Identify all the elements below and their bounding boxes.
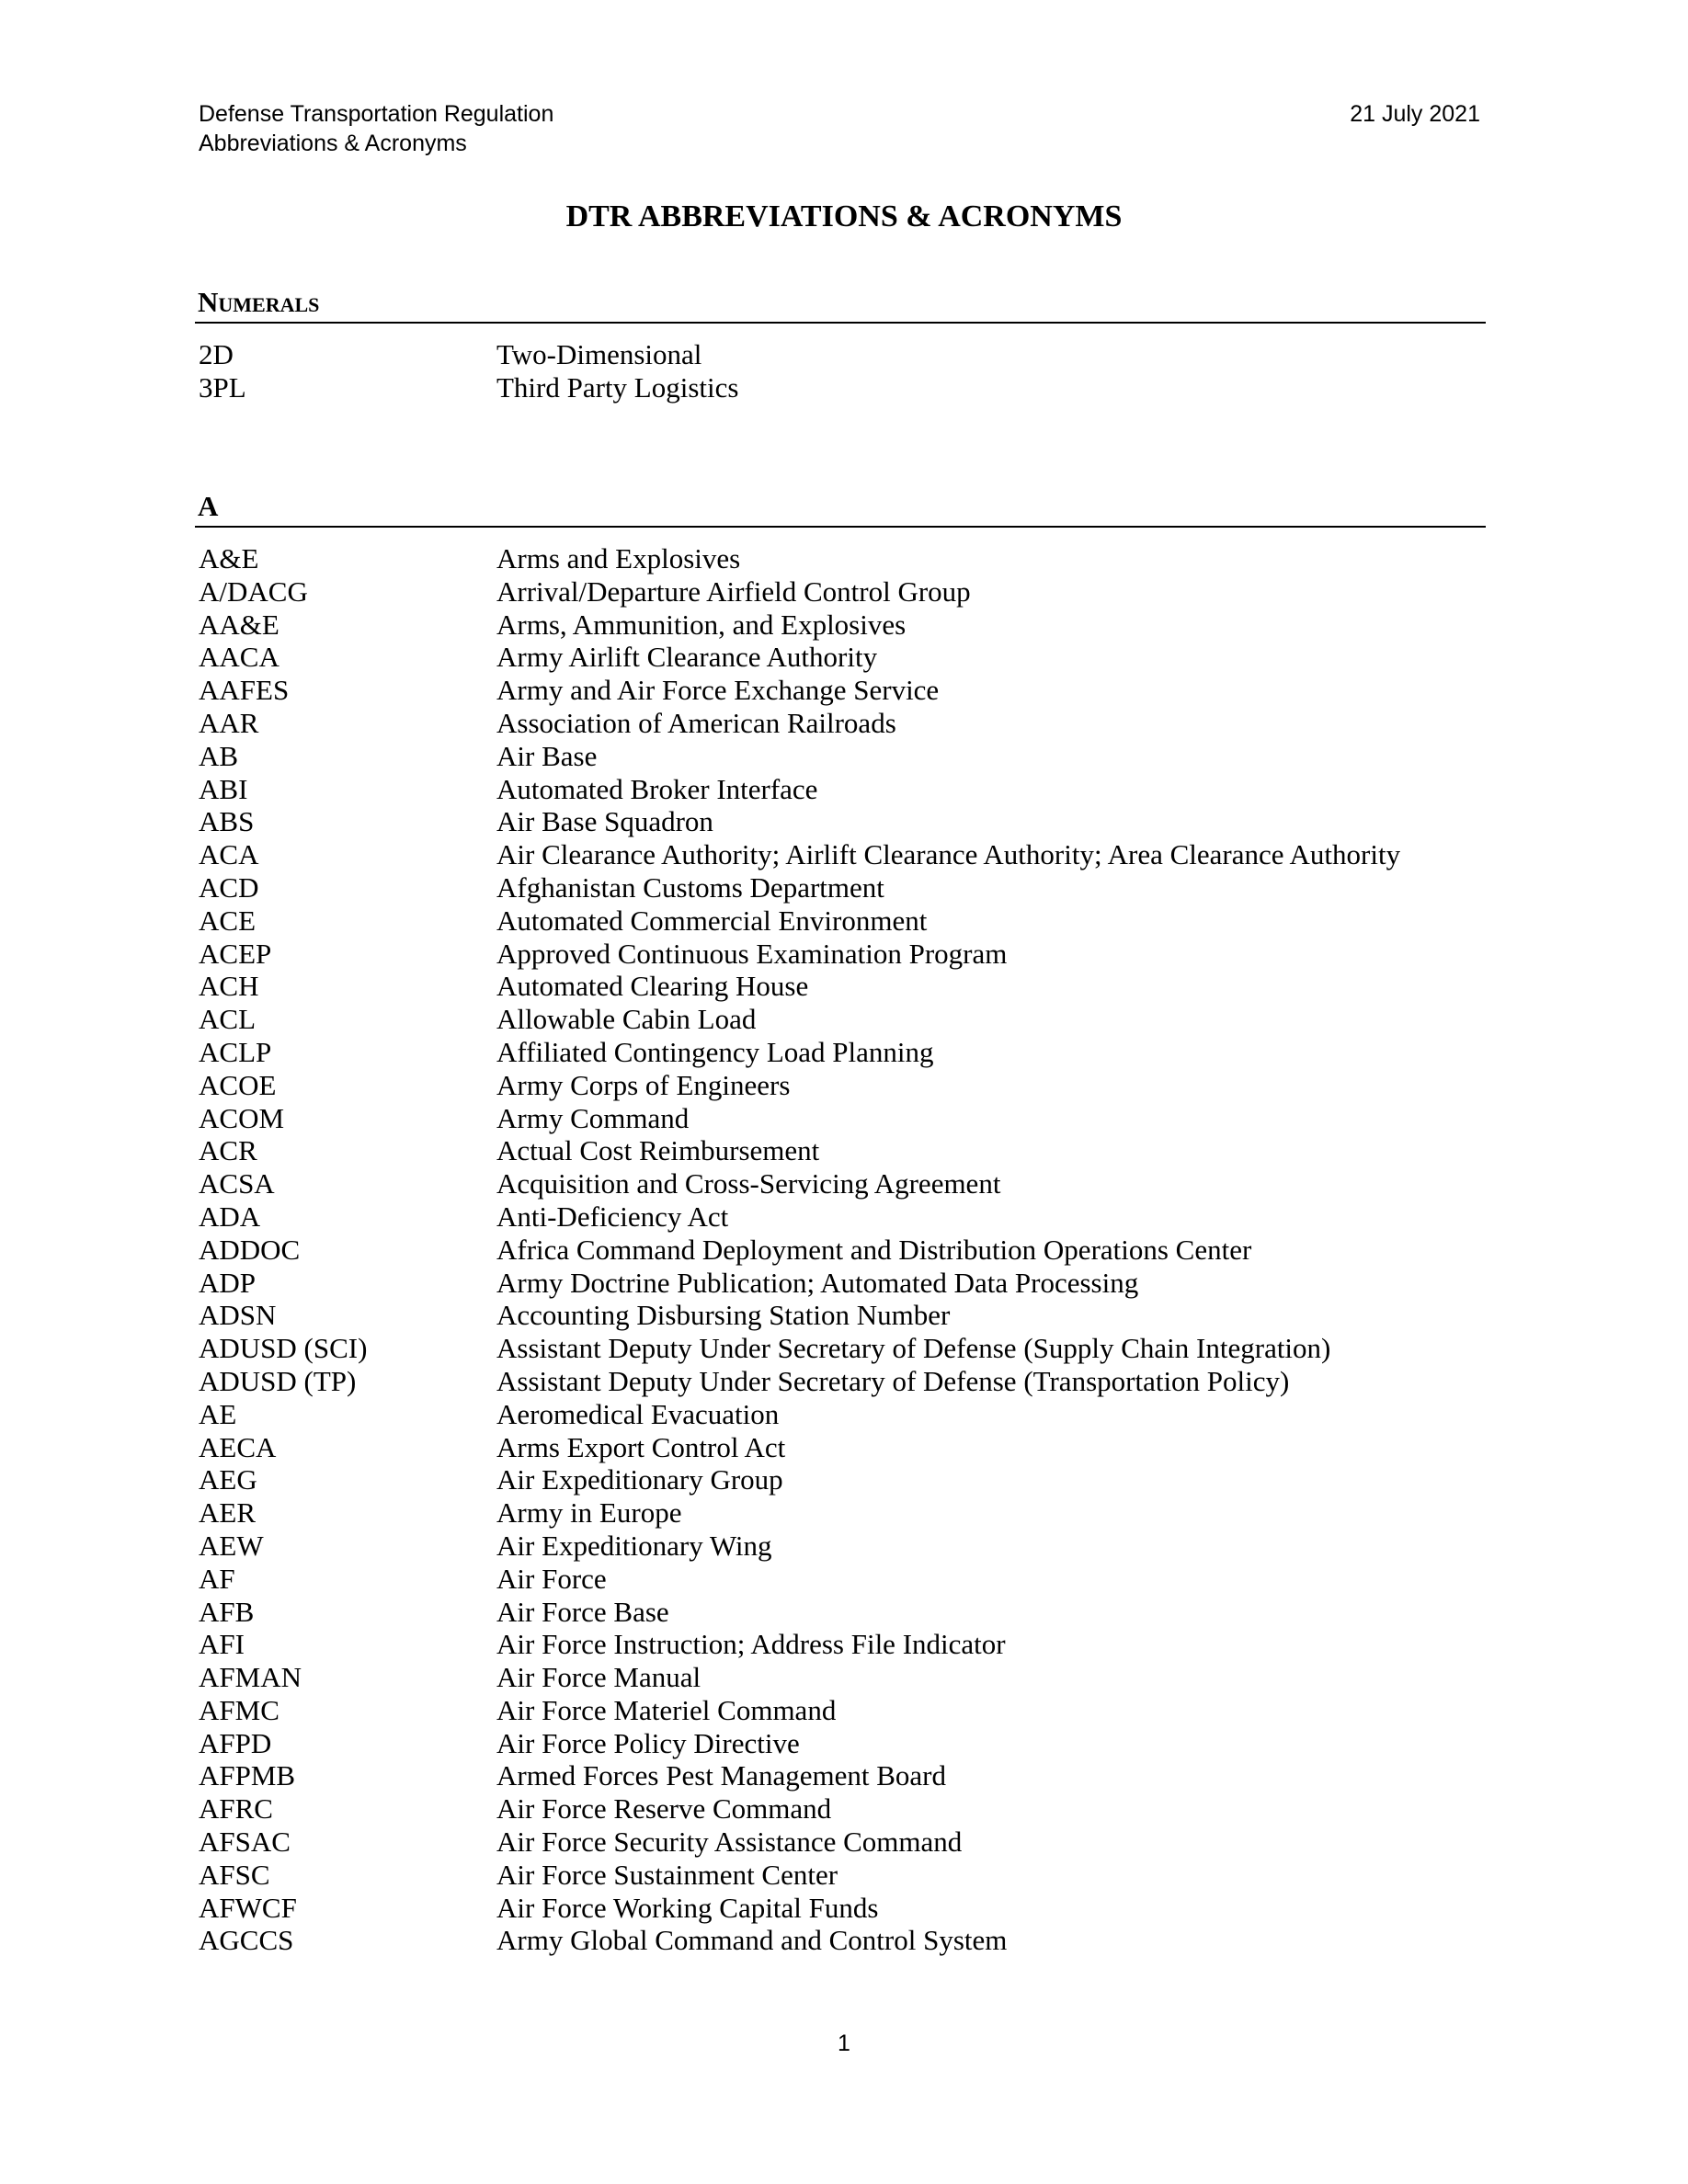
header-document-title: Defense Transportation Regulation [199,101,554,127]
entry-definition: Air Force Materiel Command [496,1693,837,1726]
entry-abbreviation: AFWCF [199,1891,297,1924]
glossary-entry [195,1826,1486,1859]
entry-abbreviation: AFSC [199,1858,270,1891]
glossary-entry [195,674,1486,707]
entry-abbreviation: ACEP [199,937,272,970]
glossary-entry [195,1596,1486,1629]
glossary-entry [195,1759,1486,1792]
entry-abbreviation: ACA [199,838,259,871]
glossary-entry [195,1299,1486,1332]
entry-abbreviation: AFI [199,1628,245,1661]
entry-definition: Africa Command Deployment and Distribution Operations Center [496,1233,1252,1266]
entry-list [195,338,1486,404]
running-header [199,99,553,158]
entry-definition: Affiliated Contingency Load Planning [496,1035,934,1068]
entry-abbreviation: AFPMB [199,1759,296,1792]
entry-definition: Assistant Deputy Under Secretary of Defense (Transportation Policy) [496,1364,1290,1397]
section-a [195,489,1486,1957]
entry-definition: Automated Commercial Environment [496,904,928,937]
entry-definition: Air Force Base [496,1595,669,1628]
glossary-entry [195,1267,1486,1300]
entry-definition: Acquisition and Cross-Servicing Agreement [496,1167,1001,1200]
entry-abbreviation: AFPD [199,1726,272,1759]
glossary-entry [195,1234,1486,1267]
entry-definition: Arrival/Departure Airfield Control Group [496,574,971,608]
entry-abbreviation: ACSA [199,1167,275,1200]
entry-abbreviation: AFMC [199,1693,279,1726]
glossary-entry [195,1892,1486,1925]
entry-abbreviation: ADA [199,1200,261,1233]
entry-definition: Air Base [496,739,598,772]
glossary-entry [195,740,1486,773]
entry-abbreviation: ACOM [199,1101,285,1134]
glossary-entry [195,1134,1486,1167]
entry-abbreviation: ABS [199,805,255,838]
glossary-entry [195,1365,1486,1398]
entry-abbreviation: ACE [199,904,256,937]
glossary-entry [195,970,1486,1003]
entry-abbreviation: 3PL [199,370,246,404]
entry-definition: Air Force Working Capital Funds [496,1891,879,1924]
entry-definition: Approved Continuous Examination Program [496,937,1008,970]
glossary-entry [195,1069,1486,1102]
entry-abbreviation: ADSN [199,1299,277,1332]
entry-definition: Allowable Cabin Load [496,1003,757,1036]
glossary-entry [195,338,1486,371]
entry-definition: Actual Cost Reimbursement [496,1134,820,1167]
glossary-entry [195,904,1486,938]
entry-abbreviation: ADUSD (SCI) [199,1332,368,1365]
glossary-entry [195,773,1486,806]
entry-abbreviation: AF [199,1562,235,1595]
glossary-entry [195,1463,1486,1496]
entry-abbreviation: A&E [199,542,259,574]
entry-abbreviation: AEW [199,1529,264,1562]
entry-abbreviation: AFMAN [199,1661,302,1694]
entry-abbreviation: AB [199,739,239,772]
entry-abbreviation: ADUSD (TP) [199,1364,357,1397]
section-numerals [195,285,1486,404]
glossary-entry [195,371,1486,404]
entry-definition: Arms Export Control Act [496,1430,786,1463]
entry-abbreviation: AE [199,1397,237,1430]
entry-definition: Air Expeditionary Wing [496,1529,772,1562]
entry-definition: Air Base Squadron [496,805,713,838]
entry-definition: Air Force Manual [496,1661,701,1694]
entry-abbreviation: AGCCS [199,1924,294,1957]
entry-abbreviation: AACA [199,641,279,674]
glossary-entry [195,1102,1486,1135]
glossary-entry [195,1563,1486,1596]
section-heading-label: A [198,490,219,522]
entry-definition: Air Force [496,1562,607,1595]
glossary-entry [195,1661,1486,1694]
header-section-title: Abbreviations & Acronyms [199,131,467,156]
entry-definition: Army Command [496,1101,690,1134]
entry-definition: Automated Broker Interface [496,772,818,805]
entry-definition: Two-Dimensional [496,338,702,370]
entry-definition: Third Party Logistics [496,370,739,404]
entry-definition: Association of American Railroads [496,706,896,739]
glossary-entry [195,1792,1486,1826]
entry-abbreviation: AFB [199,1595,255,1628]
glossary-entry [195,641,1486,674]
entry-definition: Army Airlift Clearance Authority [496,641,878,674]
entry-definition: Air Clearance Authority; Airlift Clearance Authority; Area Clearance Authority [496,838,1401,871]
glossary-entry [195,1859,1486,1892]
entry-abbreviation: AECA [199,1430,277,1463]
glossary-entry [195,805,1486,838]
entry-definition: Army Doctrine Publication; Automated Data Processing [496,1266,1139,1299]
glossary-entry [195,707,1486,740]
entry-abbreviation: ACLP [199,1035,272,1068]
entry-definition: Afghanistan Customs Department [496,870,884,904]
glossary-entry [195,871,1486,904]
glossary-entry [195,1496,1486,1530]
glossary-entry [195,1332,1486,1365]
section-heading-a [195,489,1486,528]
entry-definition: Automated Clearing House [496,970,809,1003]
entry-abbreviation: ACH [199,970,259,1003]
entry-abbreviation: AAFES [199,674,290,707]
glossary-entry [195,1727,1486,1760]
entry-definition: Army and Air Force Exchange Service [496,674,940,707]
section-heading-label: Numerals [198,286,320,318]
entry-definition: Arms and Explosives [496,542,741,574]
entry-list [195,542,1486,1957]
entry-definition: Air Force Security Assistance Command [496,1826,963,1859]
glossary-entry [195,938,1486,971]
glossary-entry [195,1628,1486,1661]
entry-abbreviation: ADP [199,1266,257,1299]
entry-abbreviation: 2D [199,338,234,370]
entry-definition: Anti-Deficiency Act [496,1200,729,1233]
entry-definition: Army Global Command and Control System [496,1924,1008,1957]
glossary-entry [195,542,1486,575]
entry-abbreviation: AEG [199,1463,257,1496]
entry-abbreviation: AA&E [199,608,279,641]
entry-definition: Air Force Instruction; Address File Indicator [496,1628,1006,1661]
entry-definition: Army in Europe [496,1496,682,1530]
entry-abbreviation: ABI [199,772,248,805]
glossary-entry [195,1398,1486,1431]
entry-definition: Air Force Policy Directive [496,1726,800,1759]
entry-definition: Air Force Sustainment Center [496,1858,838,1891]
entry-definition: Air Force Reserve Command [496,1792,832,1826]
page-number: 1 [838,2030,850,2056]
entry-abbreviation: A/DACG [199,574,308,608]
glossary-entry [195,1200,1486,1234]
entry-definition: Accounting Disbursing Station Number [496,1299,951,1332]
glossary-entry [195,1036,1486,1069]
glossary-entry [195,575,1486,609]
entry-abbreviation: AAR [199,706,259,739]
section-heading-numerals [195,285,1486,324]
entry-abbreviation: AER [199,1496,256,1530]
entry-abbreviation: ACR [199,1134,257,1167]
header-date: 21 July 2021 [1350,101,1480,127]
entry-definition: Army Corps of Engineers [496,1068,791,1101]
entry-abbreviation: ACD [199,870,259,904]
glossary-entry [195,609,1486,642]
entry-abbreviation: ACL [199,1003,256,1036]
entry-definition: Assistant Deputy Under Secretary of Defense (Supply Chain Integration) [496,1332,1331,1365]
entry-definition: Air Expeditionary Group [496,1463,783,1496]
glossary-entry [195,1530,1486,1563]
entry-abbreviation: AFSAC [199,1826,291,1859]
glossary-entry [195,1431,1486,1464]
entry-abbreviation: ACOE [199,1068,277,1101]
entry-definition: Aeromedical Evacuation [496,1397,780,1430]
glossary-entry [195,1167,1486,1200]
glossary-entry [195,1003,1486,1036]
glossary-entry [195,1694,1486,1727]
entry-abbreviation: AFRC [199,1792,273,1826]
glossary-entry [195,838,1486,871]
entry-definition: Armed Forces Pest Management Board [496,1759,946,1792]
glossary-entry [195,1924,1486,1957]
entry-abbreviation: ADDOC [199,1233,301,1266]
entry-definition: Arms, Ammunition, and Explosives [496,608,907,641]
page-title: DTR ABBREVIATIONS & ACRONYMS [565,199,1123,233]
